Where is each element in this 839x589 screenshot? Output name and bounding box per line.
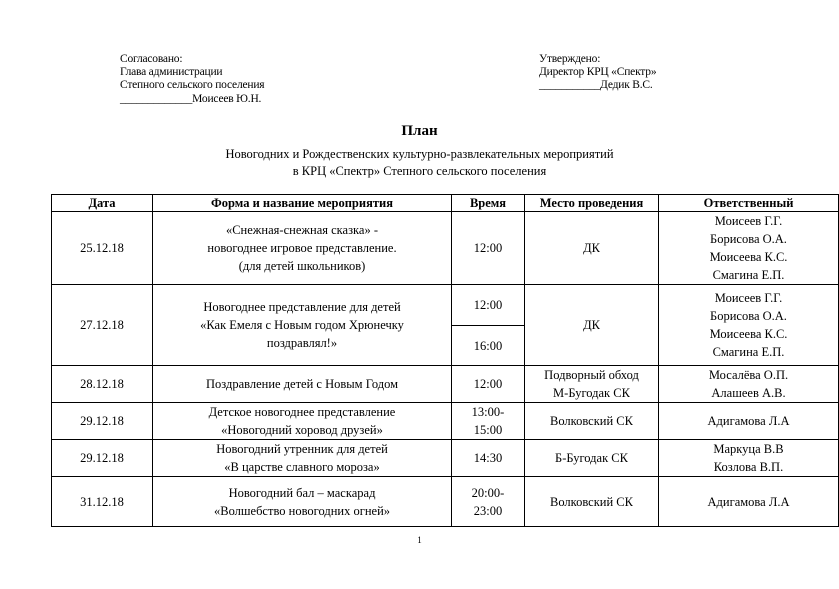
cell-date: 29.12.18: [52, 440, 153, 477]
cell-time: 16:00: [452, 326, 525, 366]
table-header-row: [52, 195, 839, 212]
header-responsible: Ответственный: [659, 195, 839, 212]
document-title: План: [401, 123, 438, 139]
cell-date: 28.12.18: [52, 366, 153, 403]
responsible-person: Смагина Е.П.: [712, 345, 785, 359]
cell-responsible: [659, 212, 839, 285]
cell-event: [153, 477, 452, 527]
cell-place: [525, 366, 659, 403]
cell-responsible: [659, 440, 839, 477]
place-line: Подворный обход: [544, 368, 639, 382]
cell-date: 29.12.18: [52, 403, 153, 440]
responsible-person: Маркуца В.В: [713, 442, 784, 456]
place-line: М-Бугодак СК: [553, 386, 630, 400]
events-table: [51, 194, 839, 527]
event-line: «Волшебство новогодних огней»: [213, 503, 391, 518]
responsible-person: Борисова О.А.: [710, 309, 787, 323]
cell-responsible: [659, 285, 839, 366]
cell-event: [153, 212, 452, 285]
approval-label: Согласовано:: [120, 53, 183, 65]
confirmation-label: Утверждено:: [539, 53, 601, 65]
cell-place: Волковский СК: [525, 403, 659, 440]
event-line: «Новогодний хоровод друзей»: [221, 423, 383, 437]
cell-responsible: Адигамова Л.А: [659, 403, 839, 440]
cell-time: 14:30: [452, 440, 525, 477]
cell-place: Волковский СК: [525, 477, 659, 527]
cell-time: 12:00: [452, 285, 525, 326]
responsible-person: Алашеев А.В.: [711, 386, 786, 400]
cell-time: [452, 403, 525, 440]
responsible-person: Козлова В.П.: [713, 460, 784, 474]
cell-event: [153, 285, 452, 366]
cell-date: 25.12.18: [52, 212, 153, 285]
approval-block-left: [120, 53, 264, 106]
table-row: [52, 440, 839, 477]
time-line: 15:00: [473, 423, 503, 437]
time-line: 20:00-: [471, 485, 505, 500]
approver-signature: _____________Моисеев Ю.Н.: [120, 92, 262, 105]
cell-responsible: [659, 366, 839, 403]
table-row: [52, 212, 839, 285]
event-line: поздравлял!»: [266, 336, 338, 350]
approver-organization: Степного сельского поселения: [120, 79, 265, 92]
table-row: [52, 366, 839, 403]
responsible-person: Мосалёва О.П.: [708, 368, 789, 382]
cell-event: Поздравление детей с Новым Годом: [153, 366, 452, 403]
header-event: Форма и название мероприятия: [153, 195, 452, 212]
event-line: Новогодний бал – маскарад: [228, 485, 376, 500]
cell-event: [153, 440, 452, 477]
table-row: [52, 285, 839, 326]
event-line: «Как Емеля с Новым годом Хрюнечку: [200, 318, 404, 332]
responsible-person: Борисова О.А.: [710, 232, 787, 246]
responsible-person: Моисеева К.С.: [709, 250, 788, 264]
cell-time: [452, 477, 525, 527]
header-date: Дата: [52, 195, 153, 212]
approver-position: Глава администрации: [120, 66, 223, 79]
cell-place: ДК: [525, 285, 659, 366]
responsible-person: Моисеев Г.Г.: [714, 291, 783, 305]
cell-responsible: Адигамова Л.А: [659, 477, 839, 527]
event-line: Новогоднее представление для детей: [203, 300, 401, 314]
responsible-person: Смагина Е.П.: [712, 268, 785, 282]
table-row: [52, 403, 839, 440]
event-line: Новогодний утренник для детей: [216, 442, 388, 456]
cell-place: ДК: [525, 212, 659, 285]
responsible-person: Моисеева К.С.: [709, 327, 788, 341]
event-line: (для детей школьников): [238, 259, 366, 273]
approval-block-right: [539, 53, 656, 93]
cell-date: 27.12.18: [52, 285, 153, 366]
event-line: Детское новогоднее представление: [208, 405, 396, 419]
time-line: 23:00: [473, 503, 503, 518]
cell-time: 12:00: [452, 366, 525, 403]
cell-date: 31.12.18: [52, 477, 153, 527]
header-place: Место проведения: [525, 195, 659, 212]
cell-event: [153, 403, 452, 440]
document-subtitle: [0, 146, 839, 179]
header-time: Время: [452, 195, 525, 212]
event-line: новогоднее игровое представление.: [207, 241, 397, 255]
responsible-person: Моисеев Г.Г.: [714, 214, 783, 228]
page-number: 1: [417, 535, 422, 545]
subtitle-line: Новогодних и Рождественских культурно-развлекательных мероприятий: [225, 147, 614, 161]
event-line: «Снежная-снежная сказка» -: [225, 223, 379, 237]
director-position: Директор КРЦ «Спектр»: [539, 66, 657, 79]
event-line: «В царстве славного мороза»: [224, 460, 380, 474]
director-signature: ___________Дедик В.С.: [539, 79, 653, 92]
subtitle-line: в КРЦ «Спектр» Степного сельского поселения: [292, 163, 547, 178]
table-row: [52, 477, 839, 527]
cell-place: Б-Бугодак СК: [525, 440, 659, 477]
cell-time: 12:00: [452, 212, 525, 285]
time-line: 13:00-: [471, 405, 505, 419]
